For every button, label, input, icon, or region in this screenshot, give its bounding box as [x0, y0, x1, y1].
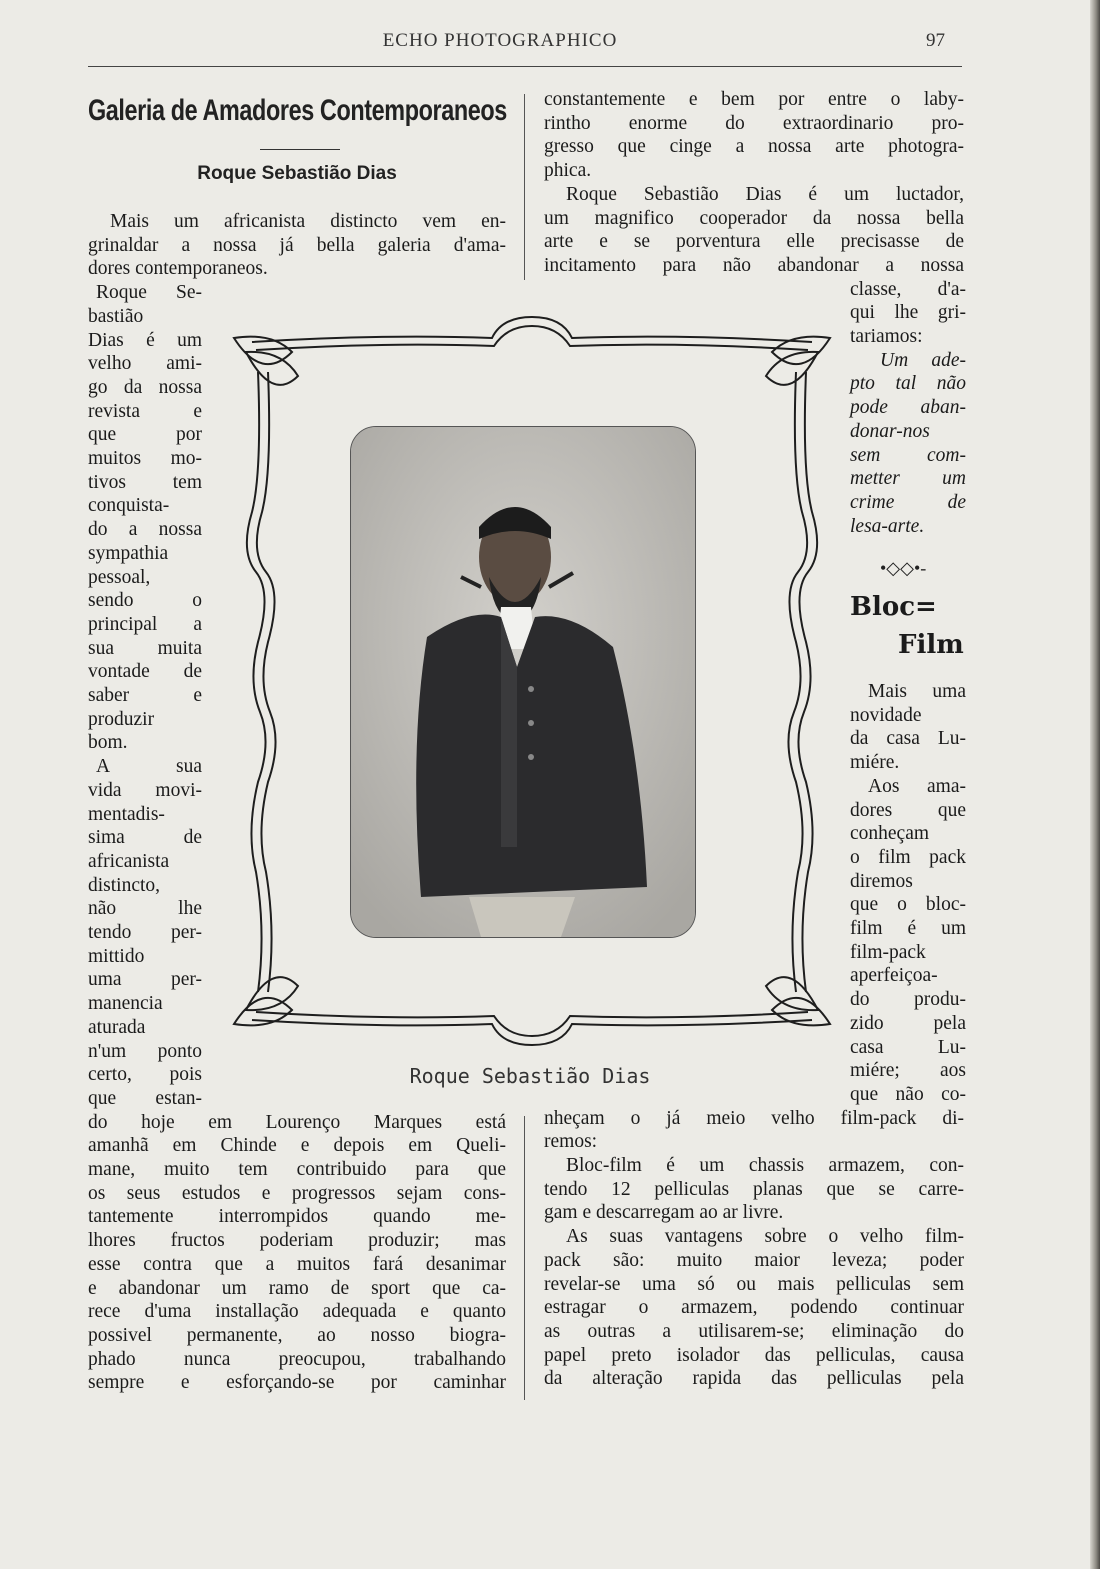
left-col-line: os seus estudos e progressos sejam cons- [88, 1182, 506, 1204]
left-col-line: conquista- [88, 495, 170, 517]
left-col-line: sendo o [88, 590, 202, 612]
right-bloc-line: papel preto isolador das pelliculas, causa [544, 1344, 964, 1366]
left-col-line: Dias é um [88, 329, 202, 351]
right-bloc-line: Aos ama- [868, 775, 966, 797]
left-col-line: certo, pois [88, 1064, 202, 1086]
right-top-line: Roque Sebastião Dias é um luctador, [566, 183, 964, 205]
left-col-line: grinaldar a nossa já bella galeria d'ama- [88, 234, 506, 256]
right-bloc-line: remos: [544, 1131, 598, 1153]
right-bloc-line: que não co- [850, 1083, 966, 1105]
left-col-line: A sua [96, 756, 202, 778]
right-bloc-line: miére. [850, 752, 900, 774]
left-col-line: tivos tem [88, 471, 202, 493]
left-col-line: uma per- [88, 969, 202, 991]
bloc-film-heading [848, 592, 968, 662]
right-top-line: metter um [850, 468, 966, 490]
right-bloc-line: conheçam [850, 823, 930, 845]
left-col-line: distincto, [88, 874, 161, 896]
right-bloc-line: zido pela [850, 1012, 966, 1034]
right-top-line: pto tal não [850, 373, 966, 395]
right-top-line: pode aban- [850, 397, 966, 419]
right-top-line: lesa-arte. [850, 515, 925, 537]
right-bloc-line: aperfeiçoa- [850, 965, 938, 987]
right-top-line: crime de [850, 491, 966, 513]
left-col-line: sima de [88, 827, 202, 849]
left-col-line: sempre e esforçando-se por caminhar [88, 1372, 506, 1394]
left-col-line: velho ami- [88, 353, 202, 375]
left-col-line: phado nunca preocupou, trabalhando [88, 1348, 506, 1370]
right-top-line: gresso que cinge a nossa arte photogra- [544, 136, 964, 158]
left-col-line: amanhã em Chinde e depois em Queli- [88, 1135, 506, 1157]
right-top-line: Um ade- [880, 349, 966, 371]
right-bloc-line: o film pack [850, 846, 966, 868]
right-top-line: tariamos: [850, 326, 923, 347]
right-top-line: um magnifico cooperador da nossa bella [544, 207, 964, 229]
left-col-line: do a nossa [88, 519, 202, 541]
left-col-line: africanista [88, 850, 170, 872]
left-col-line: mittido [88, 945, 145, 967]
right-top-line: classe, d'a- [850, 278, 966, 300]
right-bloc-line: estragar o armazem, podendo continuar [544, 1297, 964, 1319]
right-top-line: incitamento para não abandonar a nossa [544, 254, 964, 276]
left-col-line: bastião [88, 305, 144, 327]
right-bloc-line: Mais uma [868, 681, 966, 702]
left-col-line: sua muita [88, 637, 202, 659]
left-col-line: esse contra que a muitos fará desanimar [88, 1253, 506, 1275]
left-col-line: vontade de [88, 661, 202, 683]
left-col-line: aturada [88, 1016, 146, 1038]
column-rule-bottom [524, 1116, 525, 1400]
column-rule-top [524, 94, 525, 280]
right-bloc-line: que o bloc- [850, 894, 966, 916]
left-col-line: mentadis- [88, 803, 165, 825]
right-bloc-line: novidade [850, 704, 922, 726]
right-bloc-line: tendo 12 pelliculas planas que se carre- [544, 1178, 964, 1200]
left-col-line: rece d'uma installação adequada e quanto [88, 1301, 506, 1323]
left-col-line: não lhe [88, 898, 202, 920]
right-bloc-line: Bloc-film é um chassis armazem, con- [566, 1155, 964, 1176]
right-bloc-line: da casa Lu- [850, 728, 966, 750]
right-bloc-line: casa Lu- [850, 1036, 966, 1058]
right-top-line: constantemente e bem por entre o laby- [544, 89, 964, 110]
article-title: Galeria de Amadores Contemporaneos [88, 94, 507, 127]
right-bloc-line: film-pack [850, 941, 926, 963]
left-col-line: mane, muito tem contribuido para que [88, 1159, 506, 1180]
right-top-line: qui lhe gri- [850, 302, 966, 324]
article-subtitle: Roque Sebastião Dias [197, 163, 397, 184]
left-col-line: vida movi- [88, 779, 202, 801]
left-col-line: revista e [88, 400, 202, 422]
photo-caption: Roque Sebastião Dias [409, 1064, 651, 1088]
bloc-film-heading-line1: Bloc= [850, 592, 937, 622]
section-ornament: •◇◇•- [880, 558, 927, 578]
left-col-line: Roque Se- [96, 282, 202, 304]
title-rule [260, 149, 340, 150]
left-col-line: e abandonar um ramo de sport que ca- [88, 1277, 506, 1299]
left-col-line: possivel permanente, ao nosso biogra- [88, 1324, 506, 1346]
left-col-line: pessoal, [88, 566, 151, 588]
left-col-line: dores contemporaneos. [88, 258, 268, 280]
left-col-line: saber e [88, 685, 202, 706]
right-bloc-line: diremos [850, 870, 913, 892]
right-bloc-line: miére; aos [850, 1060, 966, 1082]
right-bloc-line: as outras a utilisarem-se; eliminação do [544, 1320, 964, 1342]
left-col-line: muitos mo- [88, 448, 202, 469]
right-bloc-line: As suas vantagens sobre o velho film- [566, 1226, 964, 1248]
right-top-line: rintho enorme do extraordinario pro- [544, 112, 964, 134]
right-bloc-line: da alteração rapida das pelliculas pela [544, 1368, 964, 1390]
portrait-photo [350, 426, 696, 938]
left-col-line: go da nossa [88, 376, 202, 398]
page-edge [1090, 0, 1100, 1569]
right-bloc-line: do produ- [850, 989, 966, 1011]
right-bloc-line: nheçam o já meio velho film-pack di- [544, 1107, 964, 1129]
bloc-film-heading-line2: Film [898, 630, 964, 660]
left-col-line: principal a [88, 613, 202, 635]
journal-title: ECHO PHOTOGRAPHICO [382, 30, 618, 51]
left-col-line: manencia [88, 993, 163, 1015]
left-col-line: que estan- [88, 1087, 202, 1109]
right-top-line: phica. [544, 160, 592, 182]
left-col-line: produzir [88, 708, 155, 730]
left-col-line: Mais um africanista distincto vem en- [110, 211, 506, 232]
header-rule [88, 66, 962, 67]
left-col-line: tendo per- [88, 922, 202, 943]
right-bloc-line: gam e descarregam ao ar livre. [544, 1202, 784, 1224]
left-col-line: tantemente interrompidos quando me- [88, 1206, 506, 1228]
right-top-line: donar-nos [850, 420, 930, 442]
right-bloc-line: pack são: muito maior leveza; poder [544, 1249, 964, 1271]
right-bloc-line: dores que [850, 799, 966, 821]
left-col-line: lhores fructos poderiam produzir; mas [88, 1230, 506, 1252]
left-col-line: que por [88, 424, 202, 446]
right-top-line: arte e se porventura elle precisasse de [544, 231, 964, 253]
right-bloc-line: revelar-se uma só ou mais pelliculas sem [544, 1273, 964, 1295]
left-col-line: n'um ponto [88, 1040, 202, 1062]
running-head [0, 30, 1100, 54]
right-bloc-line: film é um [850, 918, 966, 939]
right-top-line: sem com- [850, 444, 966, 466]
left-col-line: do hoje em Lourenço Marques está [88, 1111, 506, 1133]
left-col-line: bom. [88, 732, 128, 754]
page-number: 97 [926, 30, 945, 51]
left-col-line: sympathia [88, 542, 169, 564]
portrait-figure [351, 427, 695, 937]
